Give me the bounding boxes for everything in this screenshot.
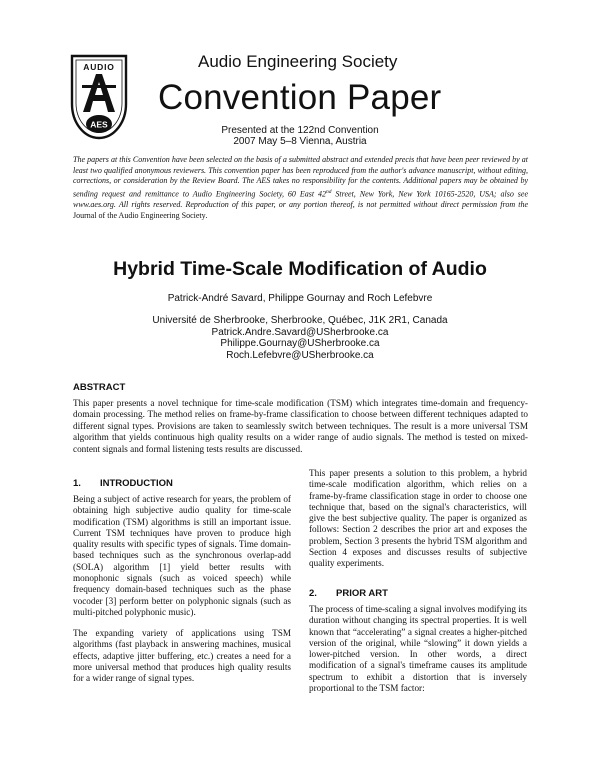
section-2-title: PRIOR ART [336, 588, 388, 599]
paper-authors: Patrick-André Savard, Philippe Gournay and Roch Lefebvre [167, 293, 433, 304]
email-1: Patrick.Andre.Savard@USherbrooke.ca [211, 326, 389, 338]
section-2-number: 2. [309, 588, 317, 599]
notice-journal: Journal of the Audio Engineering Society [73, 210, 206, 220]
disclaimer-notice [73, 155, 528, 221]
abstract-text: This paper presents a novel technique for time-scale modification (TSM) which integrates time-domain and frequency-domain processing. The method relies on frame-by-frame classification to choose between different techniques adapted to different signal types. Provisions are taken to seamlessly switch between techniques. The result is a more universal TSM algorithm that yields continuous high quality results on a wider range of audio signals. The method is tested on mixed-content signals and formal listening tests results are discussed. [73, 398, 528, 454]
section-1-title: INTRODUCTION [100, 478, 173, 489]
affiliation: Université de Sherbrooke, Sherbrooke, Québec, J1K 2R1, Canada [152, 315, 448, 326]
abstract-heading: ABSTRACT [73, 382, 126, 393]
intro-paragraph-3: This paper presents a solution to this problem, a hybrid time-scale modification algorithm, which relies on a frame-by-frame classification stage in order to choose one technique that, based on the signal's characteristics, will give the best subjective quality. The paper is organized as follows: Section 2 describes the prior art and exposes the problem, Section 3 presents the hybrid TSM algorithm and Section 4 exposes and discusses results of subjective quality experiments. [309, 468, 527, 569]
section-1-heading [73, 478, 173, 489]
presented-line: Presented at the 122nd Convention [221, 125, 379, 136]
email-2: Philippe.Gournay@USherbrooke.ca [220, 338, 380, 349]
notice-superscript: nd [326, 188, 332, 195]
intro-paragraph-1: Being a subject of active research for years, the problem of obtaining high subjective audio quality for time-scale modification (TSM) algorithms is still an important issue. Current TSM techniques have proven to produce high quality results with specific types of signals. Time domain-based techniques such as the synchronous overlap-add (SOLA) algorithm [1] yield better results with monophonic signals (such as voiced speech) while frequency domain-based techniques such as the phase vocoder [3] perform better on polyphonic signals (such as multi-pitched polyphonic music). [73, 494, 291, 617]
logo-bottom-text: AES [90, 119, 108, 130]
notice-end: . [205, 210, 208, 220]
prior-art-paragraph-1: The process of time-scaling a signal involves modifying its duration without changing its spectral properties. It is well known that “accelerating” a signal creates a higher-pitched version of the original, while “slowing” it down yields a lower-pitched version. In other words, a direct modification of a signal's timeframe causes its amplitude spectrum to exhibit a distortion that is inversely proportional to the TSM factor: [309, 604, 527, 694]
notice-part-1: The papers at this Convention have been selected on the basis of a submitted abstract and extended precis that have been peer reviewed by at least two qualified anonymous reviewers. This convention paper has been reproduced from the author's advance manuscript, without editing, corrections, or consideration by the Review Board. The AES takes no responsibility for the contents. Additional papers may be obtained by sending request and remittance to Audio Engineering Society, 60 East 42 [73, 155, 528, 199]
logo-top-text: AUDIO [83, 62, 115, 72]
email-3: Roch.Lefebvre@USherbrooke.ca [226, 349, 374, 361]
series-title: Convention Paper [158, 78, 442, 117]
intro-paragraph-2: The expanding variety of applications using TSM algorithms (fast playback in answering machines, musical effects, adaptive jitter buffering, etc.) creates a need for a more universal method that produces high quality results for a wider range of signal types. [73, 628, 291, 684]
organization-name: Audio Engineering Society [198, 52, 398, 71]
section-2-heading [309, 588, 388, 599]
presented-at [0, 125, 600, 147]
affiliation-block [0, 315, 600, 361]
date-line: 2007 May 5–8 Vienna, Austria [233, 136, 367, 147]
section-1-number: 1. [73, 478, 81, 489]
paper-title: Hybrid Time-Scale Modification of Audio [113, 258, 487, 280]
notice-part-2: Street, New York, New York 10165-2520, USA; also see www.aes.org. All rights reserved. Reproduction of this paper, or any portion thereof, is not permitted without direct permission from the [73, 189, 529, 210]
